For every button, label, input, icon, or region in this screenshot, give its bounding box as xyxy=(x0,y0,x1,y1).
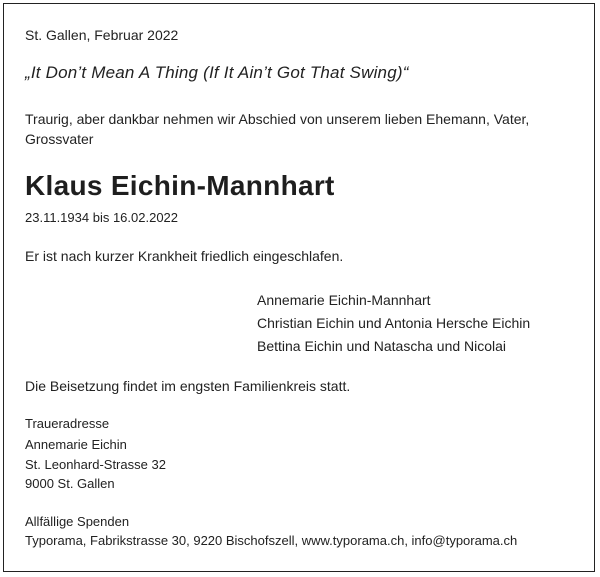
address-name: Annemarie Eichin xyxy=(25,437,127,452)
address-city: 9000 St. Gallen xyxy=(25,476,115,491)
intro-line-1: Traurig, aber dankbar nehmen wir Abschied von unserem lieben Ehemann, Vater, xyxy=(25,111,530,127)
address-label: Traueradresse xyxy=(25,416,110,431)
address-street: St. Leonhard-Strasse 32 xyxy=(25,457,166,472)
life-dates: 23.11.1934 bis 16.02.2022 xyxy=(25,210,179,225)
mourner: Annemarie Eichin-Mannhart xyxy=(257,292,431,308)
donations-details: Typorama, Fabrikstrasse 30, 9220 Bischofszell, www.typorama.ch, info@typorama.ch xyxy=(25,533,518,548)
funeral-note: Die Beisetzung findet im engsten Familienkreis statt. xyxy=(25,378,351,394)
intro-line-2: Grossvater xyxy=(25,131,94,147)
mourner: Christian Eichin und Antonia Hersche Eichin xyxy=(257,315,531,331)
deceased-name: Klaus Eichin-Mannhart xyxy=(25,170,335,201)
place-date: St. Gallen, Februar 2022 xyxy=(25,27,179,43)
quote: „It Don’t Mean A Thing (If It Ain’t Got That Swing)“ xyxy=(25,63,409,82)
donations-label: Allfällige Spenden xyxy=(25,514,130,529)
mourner: Bettina Eichin und Natascha und Nicolai xyxy=(257,338,507,354)
statement: Er ist nach kurzer Krankheit friedlich eingeschlafen. xyxy=(25,248,344,264)
